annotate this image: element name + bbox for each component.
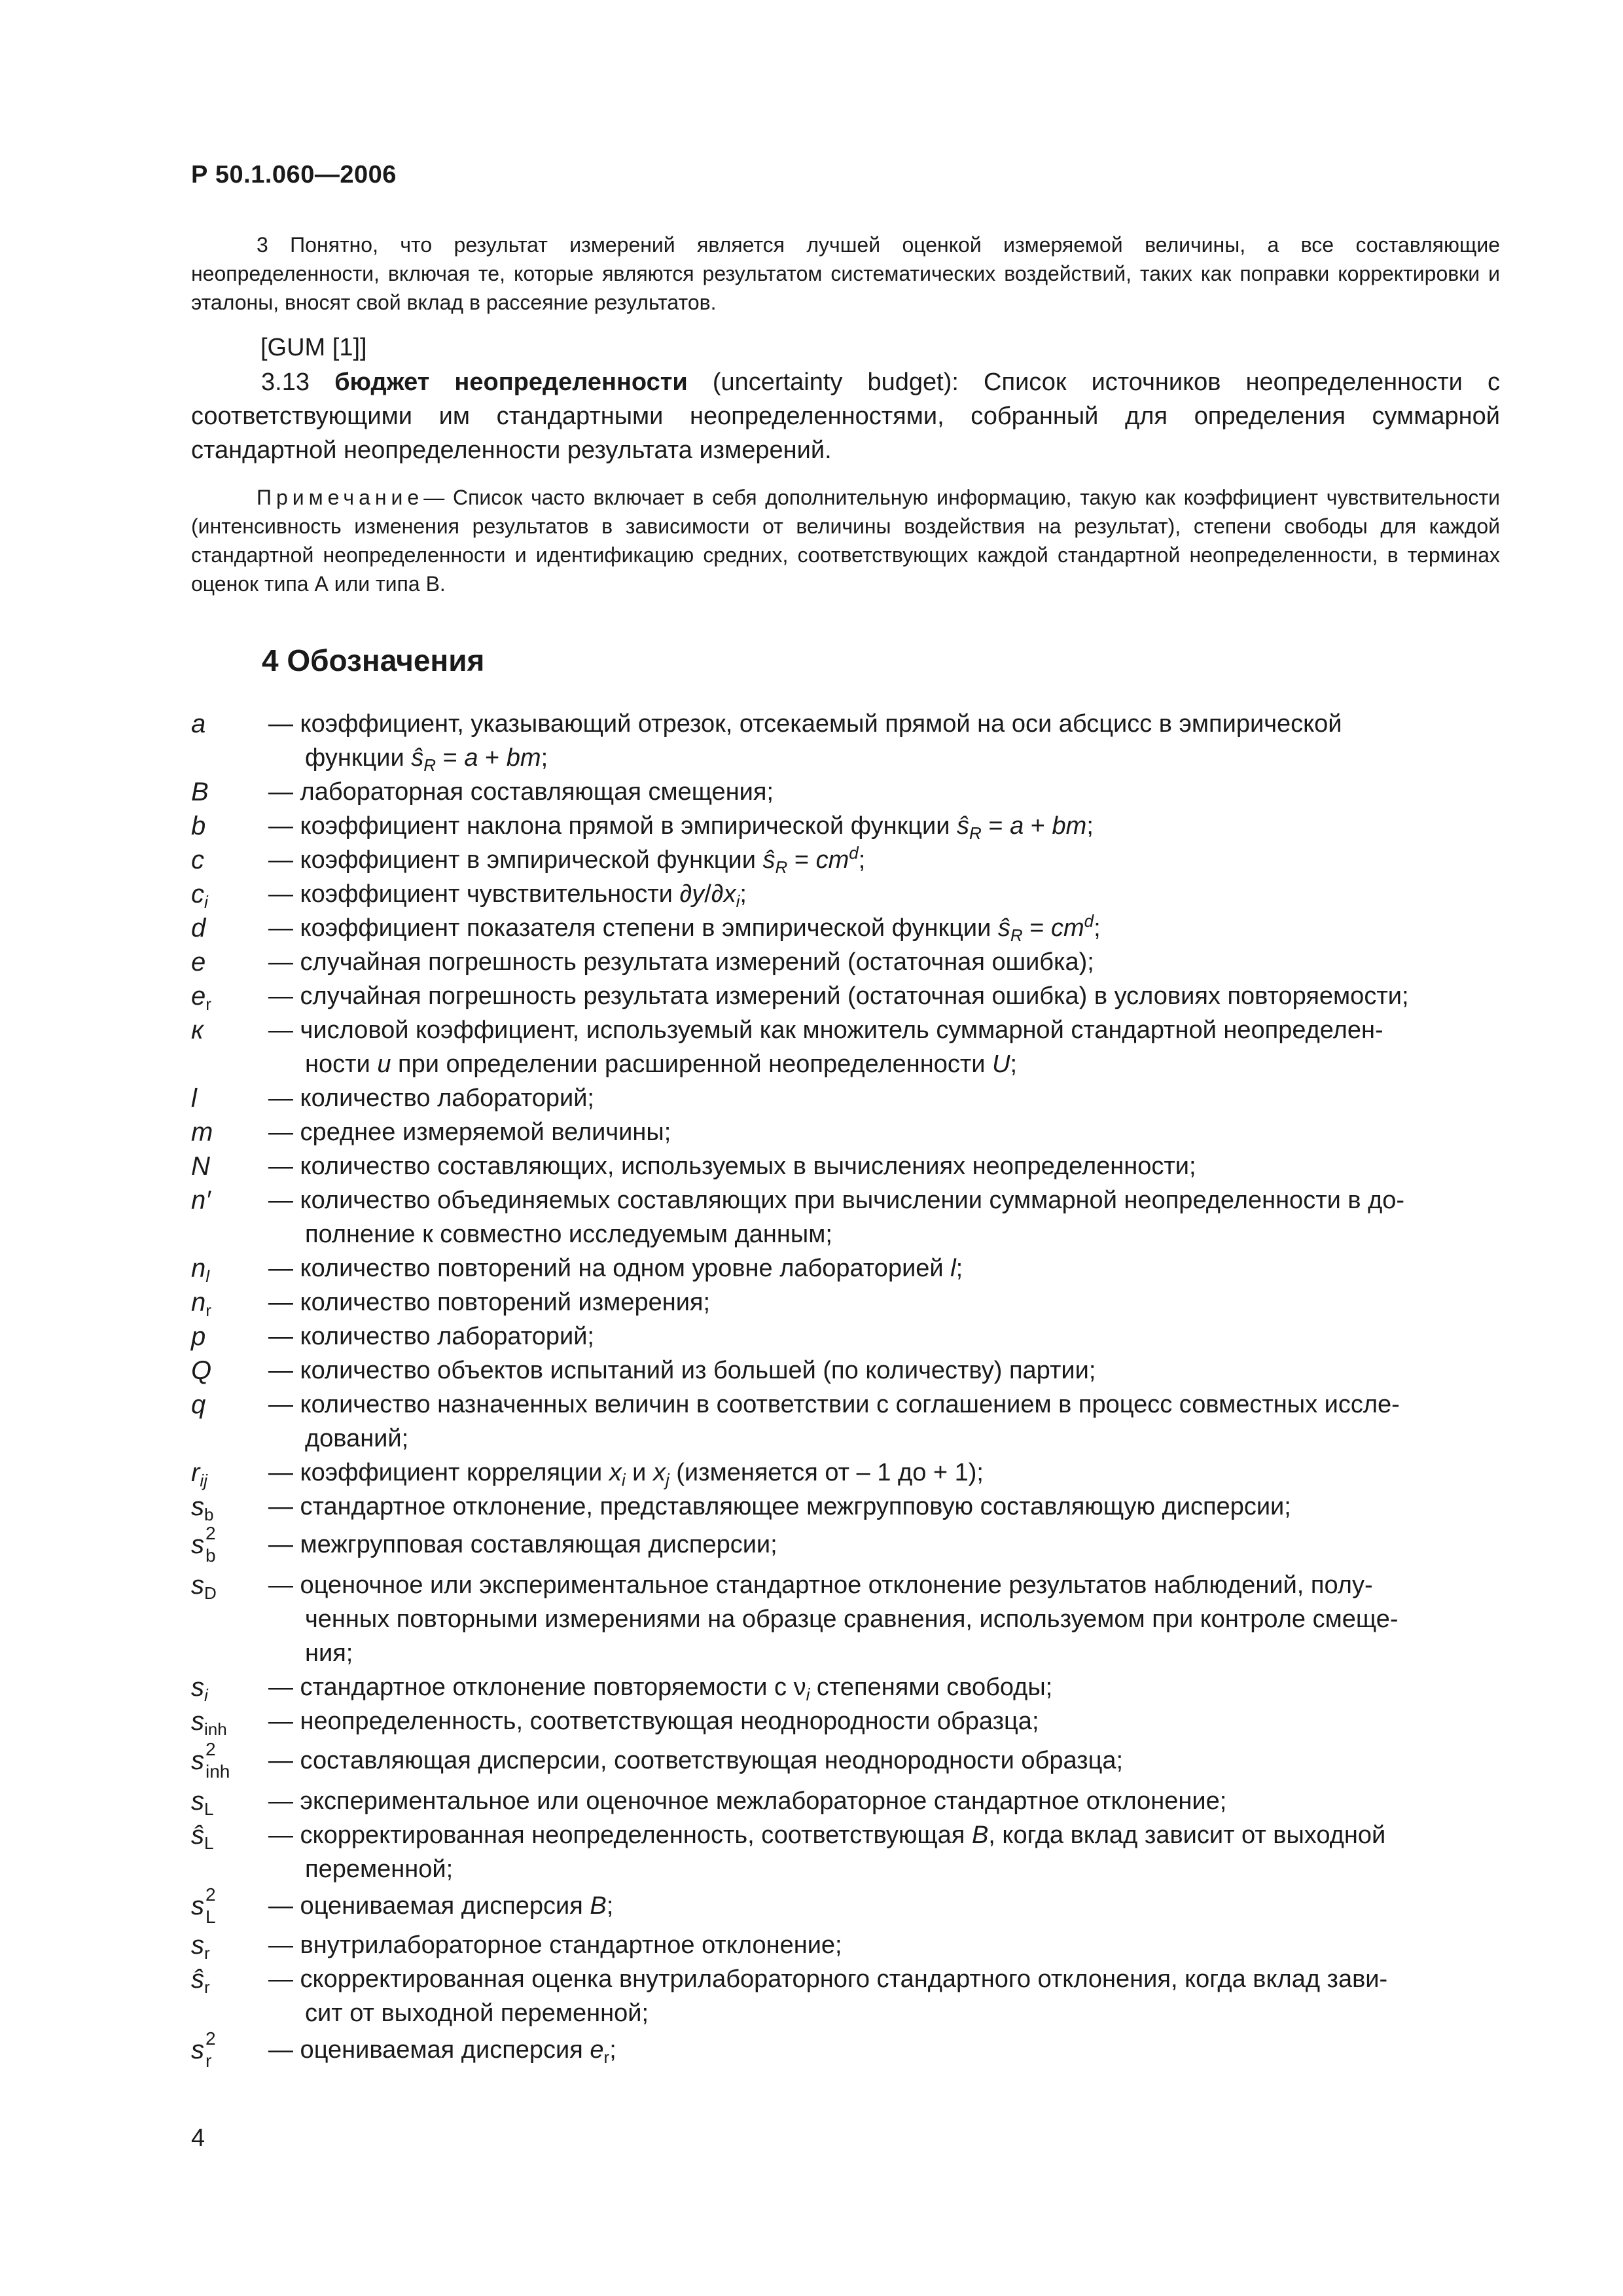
definition-s-b-squared: — межгрупповая составляющая дисперсии; <box>268 1531 777 1558</box>
definition-a: — коэффициент, указывающий отрезок, отсекаемый прямой на оси абсцисс в эмпирической функции $ŝ_R = a$ + bm; <box>268 710 1342 775</box>
section-4-title: 4 Обозначения <box>262 643 485 677</box>
definition-s-i: — стандартное отклонение повторяемости с $\nu_i$ степенями свободы; <box>268 1674 1053 1704</box>
symbol-p: p <box>191 1322 206 1351</box>
symbol-c: c <box>191 846 204 874</box>
note-3-text: 3 Понятно, что результат измерений является лучшей оценкой измеряемой величины, а все составляющие неопределенности, включая те, которые являются результатом систематических воздействий, таких как поправки корректировки и эталоны, вносят свой вклад в рассеяние результатов. <box>191 233 1500 314</box>
definition-c: — коэффициент в эмпирической функции $ŝ_R = cm^d$; <box>268 843 866 877</box>
term-english: (uncertainty budget): <box>712 368 959 396</box>
symbol-s-L-hat: $ŝ_L$ <box>191 1821 214 1853</box>
definition-n-l: — количество повторений на одном уровне лабораторией l; <box>268 1255 963 1282</box>
definition-l: — количество лабораторий; <box>268 1085 594 1112</box>
symbol-s-b-squared: s 2 b <box>191 1523 216 1566</box>
symbol-s-b: $s_b$ <box>191 1492 214 1524</box>
note-text: — Список часто включает в себя дополнительную информацию, такую как коэффициент чувствительности (интенсивность изменения результатов в зависимости от величины воздействия на результат), степени свободы для каждой стандартной неопределенности и идентификацию средних, соответствующих каждой стандартной неопределенности, в терминах оценок типа А или типа В. <box>191 486 1500 596</box>
term-definition: Список источников неопределенности с соответствующими им стандартными неопределенностями, собранный для определения суммарной стандартной неопределенности результата измерений. <box>191 368 1501 464</box>
definition-s-L-squared: — оцениваемая дисперсия B; <box>268 1892 614 1920</box>
symbol-n-prime: n′ <box>191 1186 211 1215</box>
term-number: 3.13 <box>261 368 310 396</box>
definition-s-b: — стандартное отклонение, представляющее межгрупповую составляющую дисперсии; <box>268 1493 1291 1520</box>
symbol-B: B <box>191 778 209 806</box>
definition-c-i: — коэффициент чувствительности $\partial y/\partial x_i$; <box>268 880 747 911</box>
symbol-q: q <box>191 1390 206 1419</box>
definition-s-L: — экспериментальное или оценочное межлабораторное стандартное отклонение; <box>268 1787 1227 1815</box>
definition-e-r: — случайная погрешность результата измерений (остаточная ошибка) в условиях повторяемости; <box>268 982 1409 1010</box>
document-code-header: Р 50.1.060—2006 <box>191 161 397 188</box>
symbol-e: e <box>191 948 206 977</box>
symbol-s-r: $s_r$ <box>191 1931 210 1963</box>
definition-k: — числовой коэффициент, используемый как множитель суммарной стандартной неопределен- ности u при определении расширенной неопределенности U; <box>268 1016 1383 1078</box>
definition-s-D: — оценочное или экспериментальное стандартное отклонение результатов наблюдений, полу- ченных повторными измерениями на образце сравнения, используемом при контроле смеще- ния; <box>268 1571 1399 1667</box>
definition-s-inh: — неопределенность, соответствующая неоднородности образца; <box>268 1708 1039 1735</box>
definition-n-r: — количество повторений измерения; <box>268 1289 711 1316</box>
symbol-Q: Q <box>191 1356 212 1385</box>
definition-d: — коэффициент показателя степени в эмпирической функции $ŝ_R = cm^d$; <box>268 911 1101 945</box>
symbol-s-inh-squared: s 2 inh <box>191 1739 230 1782</box>
symbol-N: N <box>191 1152 210 1181</box>
definition-s-r-squared: — оцениваемая дисперсия $e_r$; <box>268 2036 616 2067</box>
symbol-n-r: $n_r$ <box>191 1288 211 1320</box>
term-name: бюджет неопределенности <box>334 368 688 396</box>
definition-B: — лабораторная составляющая смещения; <box>268 778 774 806</box>
symbol-b: b <box>191 812 206 840</box>
definition-e: — случайная погрешность результата измерений (остаточная ошибка); <box>268 948 1094 976</box>
definition-m: — среднее измеряемой величины; <box>268 1119 671 1146</box>
symbol-s-r-squared: s 2 r <box>191 2028 216 2071</box>
symbol-s-r-hat: $ŝ_r$ <box>191 1965 210 1997</box>
definition-q: — количество назначенных величин в соответствии с соглашением в процесс совместных иссле- дований; <box>268 1391 1400 1452</box>
definition-Q: — количество объектов испытаний из большей (по количеству) партии; <box>268 1357 1096 1384</box>
symbol-s-inh: $s_{inh}$ <box>191 1707 227 1739</box>
symbol-k: к <box>191 1016 204 1045</box>
definition-s-r-hat: — скорректированная оценка внутрилабораторного стандартного отклонения, когда вклад зави- сит от выходной переменной; <box>268 1965 1388 2027</box>
symbol-r-ij: $r_{ij}$ <box>191 1458 207 1490</box>
symbol-s-L-squared: s 2 L <box>191 1884 216 1927</box>
page-number: 4 <box>191 2125 205 2152</box>
gum-reference: [GUM [1]] <box>260 334 367 361</box>
symbol-c-i: $c_i$ <box>191 880 208 912</box>
definition-s-inh-squared: — составляющая дисперсии, соответствующая неоднородности образца; <box>268 1747 1124 1774</box>
symbol-n-l: $n_l$ <box>191 1254 210 1286</box>
symbol-m: m <box>191 1118 213 1147</box>
definition-p: — количество лабораторий; <box>268 1323 594 1350</box>
note-paragraph <box>191 483 1500 598</box>
symbol-a: a <box>191 709 206 738</box>
term-3-13 <box>191 365 1500 467</box>
definition-n-prime: — количество объединяемых составляющих при вычислении суммарной неопределенности в до- полнение к совместно исследуемым данным; <box>268 1187 1405 1248</box>
definition-r-ij: — коэффициент корреляции $x_i$ и $x_j$ (изменяется от – 1 до + 1); <box>268 1459 984 1490</box>
note-3-paragraph <box>191 230 1500 317</box>
definition-N: — количество составляющих, используемых в вычислениях неопределенности; <box>268 1153 1196 1180</box>
symbol-s-L: $s_L$ <box>191 1787 214 1819</box>
symbol-l: l <box>191 1084 197 1113</box>
note-label: Примечание <box>257 486 424 509</box>
symbol-d: d <box>191 914 206 942</box>
definition-s-L-hat: — скорректированная неопределенность, соответствующая B, когда вклад зависит от выходной переменной; <box>268 1821 1386 1883</box>
definition-b: — коэффициент наклона прямой в эмпирической функции $ŝ_R = a$ + bm; <box>268 812 1094 843</box>
symbol-s-i: $s_i$ <box>191 1673 208 1705</box>
symbol-s-D: $s_D$ <box>191 1571 217 1603</box>
definition-s-r: — внутрилабораторное стандартное отклонение; <box>268 1931 842 1959</box>
symbol-e-r: $e_r$ <box>191 982 211 1014</box>
